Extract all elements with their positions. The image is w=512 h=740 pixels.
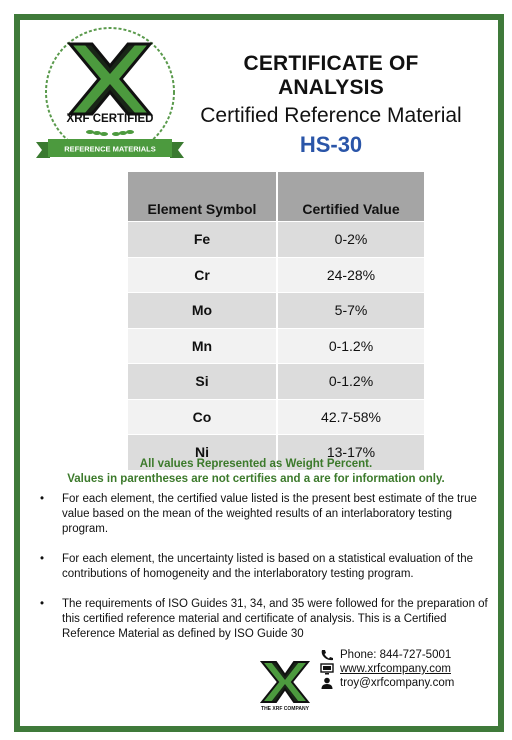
note-line: All values Represented as Weight Percent. [139, 458, 373, 470]
column-header: Element Symbol [128, 172, 277, 222]
value-cell: 0-1.2% [277, 364, 424, 400]
table-row [128, 364, 424, 400]
table-row [128, 399, 424, 435]
phone-text: Phone: 844-727-5001 [340, 649, 452, 661]
value-cell: 13-17% [277, 435, 424, 470]
element-cell: Ni [128, 435, 277, 470]
weight-percent-note [40, 457, 472, 487]
table-header-row [128, 172, 424, 222]
value-cell: 0-2% [277, 222, 424, 258]
bullet-icon: • [40, 493, 45, 505]
page-title: CERTIFICATE OF ANALYSIS [243, 52, 419, 99]
xrf-certified-badge-logo [30, 22, 190, 170]
value-cell: 5-7% [277, 293, 424, 329]
note-line: Values in parentheses are not certifies and a are for information only. [67, 473, 445, 485]
value-cell: 0-1.2% [277, 328, 424, 364]
table-row [128, 328, 424, 364]
ribbon-text: REFERENCE MATERIALS [64, 144, 156, 154]
bullet-icon: • [40, 598, 45, 610]
element-cell: Cr [128, 257, 277, 293]
email-text[interactable]: troy@xrfcompany.com [340, 677, 455, 689]
element-cell: Mo [128, 293, 277, 329]
element-cell: Fe [128, 222, 277, 258]
phone-icon [320, 649, 334, 661]
values-table [128, 172, 424, 470]
list-item [36, 492, 488, 537]
phone-row [320, 648, 454, 662]
table-row [128, 257, 424, 293]
badge-text: XRF CERTIFIED [66, 113, 154, 125]
element-cell: Co [128, 399, 277, 435]
table-row [128, 293, 424, 329]
website-row [320, 662, 454, 676]
bullet-list [36, 492, 488, 657]
title-block [196, 52, 466, 158]
footer-logo-text: THE XRF COMPANY [261, 706, 309, 712]
value-cell: 24-28% [277, 257, 424, 293]
email-row [320, 676, 454, 690]
bullet-icon: • [40, 553, 45, 565]
element-cell: Si [128, 364, 277, 400]
list-item [36, 597, 488, 642]
table-row [128, 222, 424, 258]
list-item [36, 552, 488, 582]
value-cell: 42.7-58% [277, 399, 424, 435]
website-link[interactable]: www.xrfcompany.com [340, 663, 451, 675]
material-id: HS-30 [299, 132, 363, 157]
bullet-text: For each element, the certified value listed is the present best estimate of the true value based on the mean of the weighted results of an interlaboratory testing program. [62, 493, 477, 535]
column-header: Certified Value [277, 172, 424, 222]
page-subtitle: Certified Reference Material [200, 104, 462, 127]
bullet-text: The requirements of ISO Guides 31, 34, and 35 were followed for the preparation of this certified reference material and certificate of analysis. This is a Certified Reference Material as defined by ISO Guide 30 [62, 598, 488, 640]
element-cell: Mn [128, 328, 277, 364]
monitor-icon [320, 663, 334, 675]
user-icon [320, 677, 334, 689]
xrf-company-logo [256, 660, 314, 712]
bullet-text: For each element, the uncertainty listed is based on a statistical evaluation of the contributions of homogeneity and the interlaboratory testing program. [62, 553, 474, 580]
contact-block [320, 648, 454, 690]
